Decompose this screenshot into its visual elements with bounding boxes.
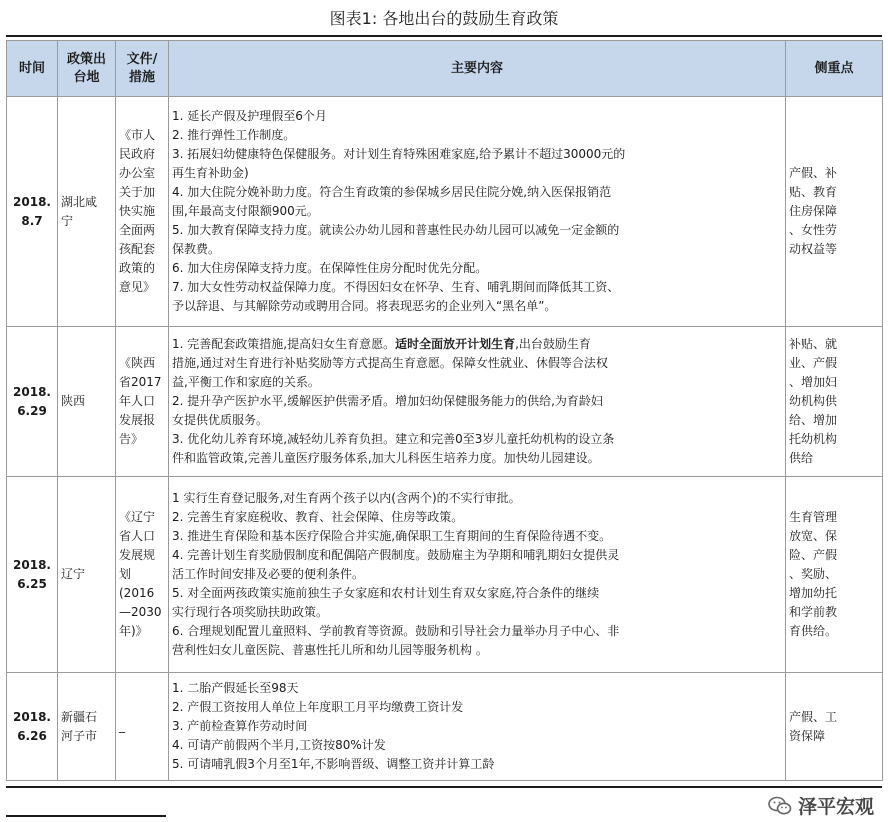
row-doc: _ [116,673,169,781]
header-doc: 文件/ 措施 [116,41,169,97]
table-header-row [7,41,883,97]
row-content: 1. 二胎产假延长至98天 2. 产假工资按用人单位上年度职工月平均缴费工资计发 3. 产前检查算作劳动时间 4. 可请产前假两个半月,工资按80%计发 5. 可请哺乳假3个月至1年,不影响晋级、调整工资并计算工龄 [169,673,786,781]
watermark [768,792,874,819]
table-row [7,477,883,673]
row-content: 1. 完善配套政策措施,提高妇女生育意愿。适时全面放开计划生育,出台鼓励生育 措施,通过对生育进行补贴奖励等方式提高生育意愿。保障女性就业、休假等合法权 益,平衡工作和家庭的关系。 2. 提升孕产医护水平,缓解医护供需矛盾。增加妇幼保健服务能力的供给,为育龄妇 女提供优质服务。 3. 优化幼儿养育环境,减轻幼儿养育负担。建立和完善0至3岁儿童托幼机构的设立条 件和监管政策,完善儿童医疗服务体系,加大儿科医生培养力度。加快幼儿园建设。 [169,327,786,477]
emphasis-text: 适时全面放开计划生育 [395,337,516,351]
header-content: 主要内容 [169,41,786,97]
row-focus: 补贴、就 业、产假 、增加妇 幼机构供 给、增加 托幼机构 供给 [786,327,883,477]
row-time: 2018. 6.25 [7,477,58,673]
row-place: 湖北咸 宁 [58,97,116,327]
row-place: 新疆石 河子市 [58,673,116,781]
table-row [7,97,883,327]
row-time: 2018. 6.29 [7,327,58,477]
row-content: 1 实行生育登记服务,对生育两个孩子以内(含两个)的不实行审批。 2. 完善生育家庭税收、教育、社会保障、住房等政策。 3. 推进生育保险和基本医疗保险合并实施,确保职工生育期间的生育保险待遇不变。 4. 完善计划生育奖励假制度和配偶陪产假制度。鼓励雇主为孕期和哺乳期妇女提供灵 活工作时间安排及必要的便利条件。 5. 对全面两孩政策实施前独生子女家庭和农村计划生育双女家庭,符合条件的继续 实行现行各项奖励扶助政策。 6. 合理规划配置儿童照料、学前教育等资源。鼓励和引导社会力量举办月子中心、非 营利性妇女儿童医院、普惠性托儿所和幼儿园等服务机构 。 [169,477,786,673]
header-place: 政策出 台地 [58,41,116,97]
row-time: 2018. 8.7 [7,97,58,327]
row-doc: 《市人 民政府 办公室 关于加 快实施 全面两 孩配套 政策的 意见》 [116,97,169,327]
bottom-rule [6,786,882,788]
row-time: 2018. 6.26 [7,673,58,781]
header-time: 时间 [7,41,58,97]
top-rule [6,35,882,37]
row-place: 辽宁 [58,477,116,673]
row-content: 1. 延长产假及护理假至6个月 2. 推行弹性工作制度。 3. 拓展妇幼健康特色保健服务。对计划生育特殊困难家庭,给予累计不超过30000元的 再生育补助金) 4. 加大住院分娩补助力度。符合生育政策的参保城乡居民住院分娩,纳入医保报销范 围,年最高支付限额900元。 5. 加大教育保障支持力度。就读公办幼儿园和普惠性民办幼儿园可以减免一定金额的 保教费。 6. 加大住房保障支持力度。在保障性住房分配时优先分配。 7. 加大女性劳动权益保障力度。不得因妇女在怀孕、生育、哺乳期间而降低其工资、 予以辞退、与其解除劳动或聘用合同。将表现恶劣的企业列入“黑名单”。 [169,97,786,327]
header-focus: 侧重点 [786,41,883,97]
row-doc: 《陕西 省2017 年人口 发展报 告》 [116,327,169,477]
row-focus: 产假、工 资保障 [786,673,883,781]
row-focus: 产假、补 贴、教育 住房保障 、女性劳 动权益等 [786,97,883,327]
policy-table [6,40,883,781]
row-focus: 生育管理 放宽、保 险、产假 、奖励、 增加幼托 和学前教 育供给。 [786,477,883,673]
bottom-rule-short [6,815,166,817]
row-place: 陕西 [58,327,116,477]
table-title: 图表1: 各地出台的鼓励生育政策 [329,9,559,28]
table-row [7,673,883,781]
row-doc: 《辽宁 省人口 发展规 划 (2016 —2030 年)》 [116,477,169,673]
wechat-logo-icon [768,796,792,816]
watermark-text: 泽平宏观 [797,796,874,818]
table-row [7,327,883,477]
